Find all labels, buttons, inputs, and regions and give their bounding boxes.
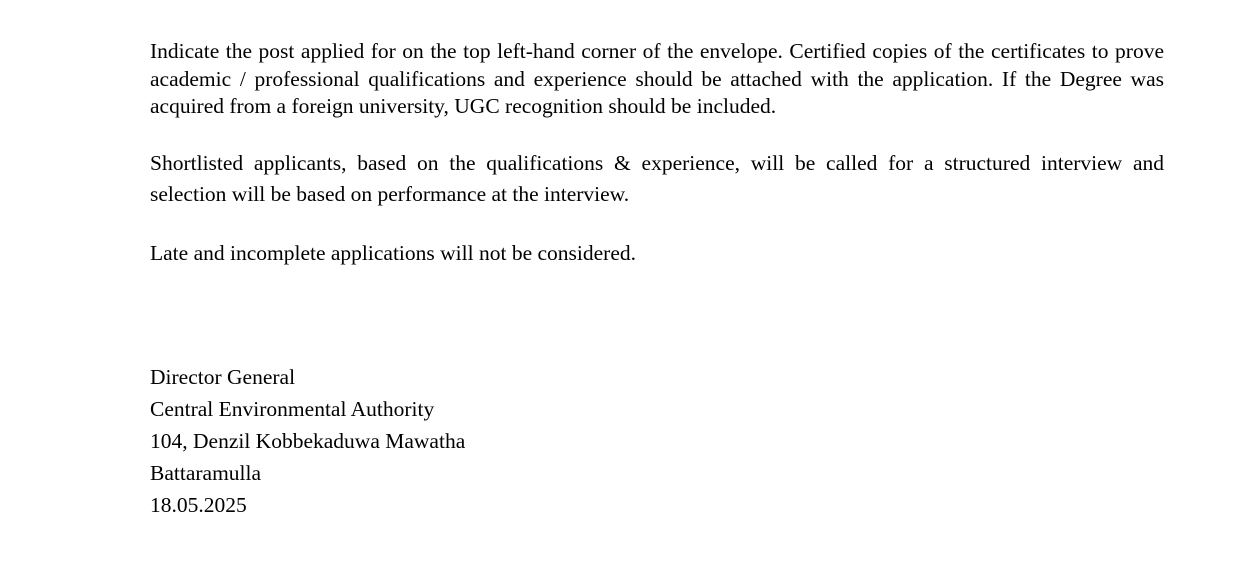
shortlisting-paragraph: Shortlisted applicants, based on the qualifications & experience, will be called for a structured interview and selection will be based on performance at the interview. — [150, 150, 1164, 206]
signatory-title: Director General — [150, 365, 296, 389]
late-applications-notice: Late and incomplete applications will not be considered. — [150, 240, 636, 265]
signature-block — [150, 361, 1164, 521]
street-address: 104, Denzil Kobbekaduwa Mawatha — [150, 429, 466, 453]
document-date: 18.05.2025 — [150, 493, 247, 517]
instructions-paragraph: Indicate the post applied for on the top left-hand corner of the envelope. Certified copies of the certificates to prove academic / professional qualifications and experience should be attached with the application. If the Degree was acquired from a foreign university, UGC recognition should be included. — [150, 39, 1164, 118]
document-page — [150, 38, 1164, 521]
organization-name: Central Environmental Authority — [150, 397, 435, 421]
city-name: Battaramulla — [150, 461, 262, 485]
